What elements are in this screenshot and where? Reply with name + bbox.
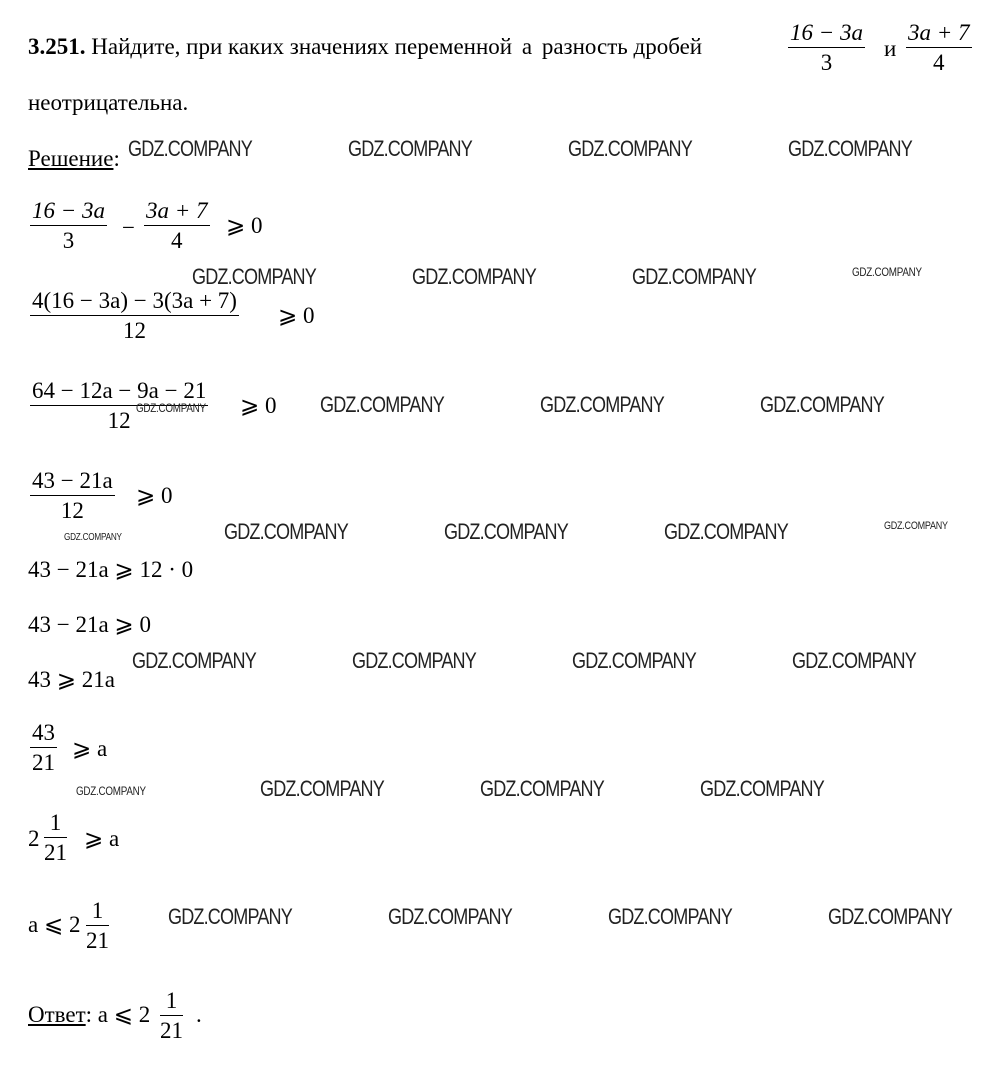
answer-line [28,1002,150,1028]
answer-fraction [160,988,183,1043]
problem-line-1 [28,34,702,60]
problem-variable: a [521,34,533,59]
solution-heading [28,146,120,172]
step7-line: 43 ⩾ 21a [28,667,115,692]
watermark: GDZ.COMPANY [852,265,922,279]
step1-relation: ⩾ 0 [226,213,263,238]
watermark: GDZ.COMPANY [632,264,756,289]
fraction-denominator: 21 [86,928,109,953]
step9-relation: ⩾ a [84,826,120,851]
step1-fraction-2 [144,198,210,253]
watermark: GDZ.COMPANY [76,784,146,798]
solution-label: Решение [28,146,114,171]
watermark: GDZ.COMPANY [792,648,916,673]
answer-colon: : [85,1002,93,1027]
step8-fraction [30,720,57,775]
step1-minus: − [122,215,135,240]
step10-fraction [86,898,109,953]
problem-text: Найдите, при каких значениях переменной [91,34,513,59]
watermark: GDZ.COMPANY [700,776,824,801]
step6-line: 43 − 21a ⩾ 0 [28,612,151,637]
problem-line-2: неотрицательна. [28,90,189,115]
watermark: GDZ.COMPANY [608,904,732,929]
watermark: GDZ.COMPANY [568,136,692,161]
step4-fraction [30,468,115,523]
fraction-denominator: 21 [160,1018,183,1043]
fraction-denominator: 12 [122,318,146,343]
fraction-numerator: 1 [91,898,104,923]
fraction-numerator: 1 [165,988,178,1013]
fraction-denominator: 4 [933,50,945,75]
fraction-denominator: 12 [107,408,131,433]
watermark: GDZ.COMPANY [664,519,788,544]
watermark: GDZ.COMPANY [128,136,252,161]
fraction-numerator: 43 [32,720,55,745]
step5-line: 43 − 21a ⩾ 12 · 0 [28,557,194,582]
watermark: GDZ.COMPANY [760,392,884,417]
step9-whole: 2 [28,826,40,851]
watermark: GDZ.COMPANY [388,904,512,929]
watermark: GDZ.COMPANY [168,904,292,929]
watermark: GDZ.COMPANY [444,519,568,544]
answer-label: Ответ [28,1002,86,1027]
fraction-numerator: 1 [49,810,62,835]
step9-fraction [44,810,67,865]
step8-relation: ⩾ a [72,736,108,761]
problem-number: 3.251. [28,34,86,59]
watermark: GDZ.COMPANY [412,264,536,289]
fraction-numerator: 64 − 12a − 9a − 21 [32,378,207,403]
watermark: GDZ.COMPANY [260,776,384,801]
watermark: GDZ.COMPANY [132,648,256,673]
watermark: GDZ.COMPANY [572,648,696,673]
fraction-denominator: 3 [62,228,75,253]
problem-fraction-2 [906,20,972,75]
step10-lead: a ⩽ 2 [28,912,81,937]
watermark: GDZ.COMPANY [352,648,476,673]
fraction-numerator: 16 − 3a [32,198,106,223]
problem-conjunction: и [884,36,897,61]
fraction-denominator: 12 [60,498,84,523]
fraction-numerator: 4(16 − 3a) − 3(3a + 7) [32,288,237,313]
fraction-denominator: 21 [32,750,55,775]
watermark: GDZ.COMPANY [192,264,316,289]
fraction-numerator: 3a + 7 [146,198,208,223]
step2-fraction [30,288,239,343]
solution-colon: : [113,146,120,171]
answer-lead: a ⩽ 2 [97,1002,151,1027]
fraction-denominator: 4 [171,228,183,253]
watermark: GDZ.COMPANY [320,392,444,417]
watermark: GDZ.COMPANY [540,392,664,417]
fraction-denominator: 21 [44,840,67,865]
fraction-denominator: 3 [820,50,833,75]
watermark: GDZ.COMPANY [348,136,472,161]
answer-end: . [196,1002,202,1027]
fraction-numerator: 3a + 7 [908,20,970,45]
watermark: GDZ.COMPANY [224,519,348,544]
watermark: GDZ.COMPANY [884,520,948,532]
step3-relation: ⩾ 0 [240,393,277,418]
watermark: GDZ.COMPANY [480,776,604,801]
watermark: GDZ.COMPANY [788,136,912,161]
step1-fraction-1 [30,198,107,253]
step4-relation: ⩾ 0 [136,483,173,508]
step2-relation: ⩾ 0 [278,303,315,328]
problem-text-2: разность дробей [541,34,703,59]
watermark: GDZ.COMPANY [136,401,206,415]
problem-fraction-1 [788,20,865,75]
fraction-numerator: 16 − 3a [790,20,864,45]
watermark: GDZ.COMPANY [828,904,952,929]
fraction-numerator: 43 − 21a [32,468,113,493]
watermark: GDZ.COMPANY [64,532,122,543]
